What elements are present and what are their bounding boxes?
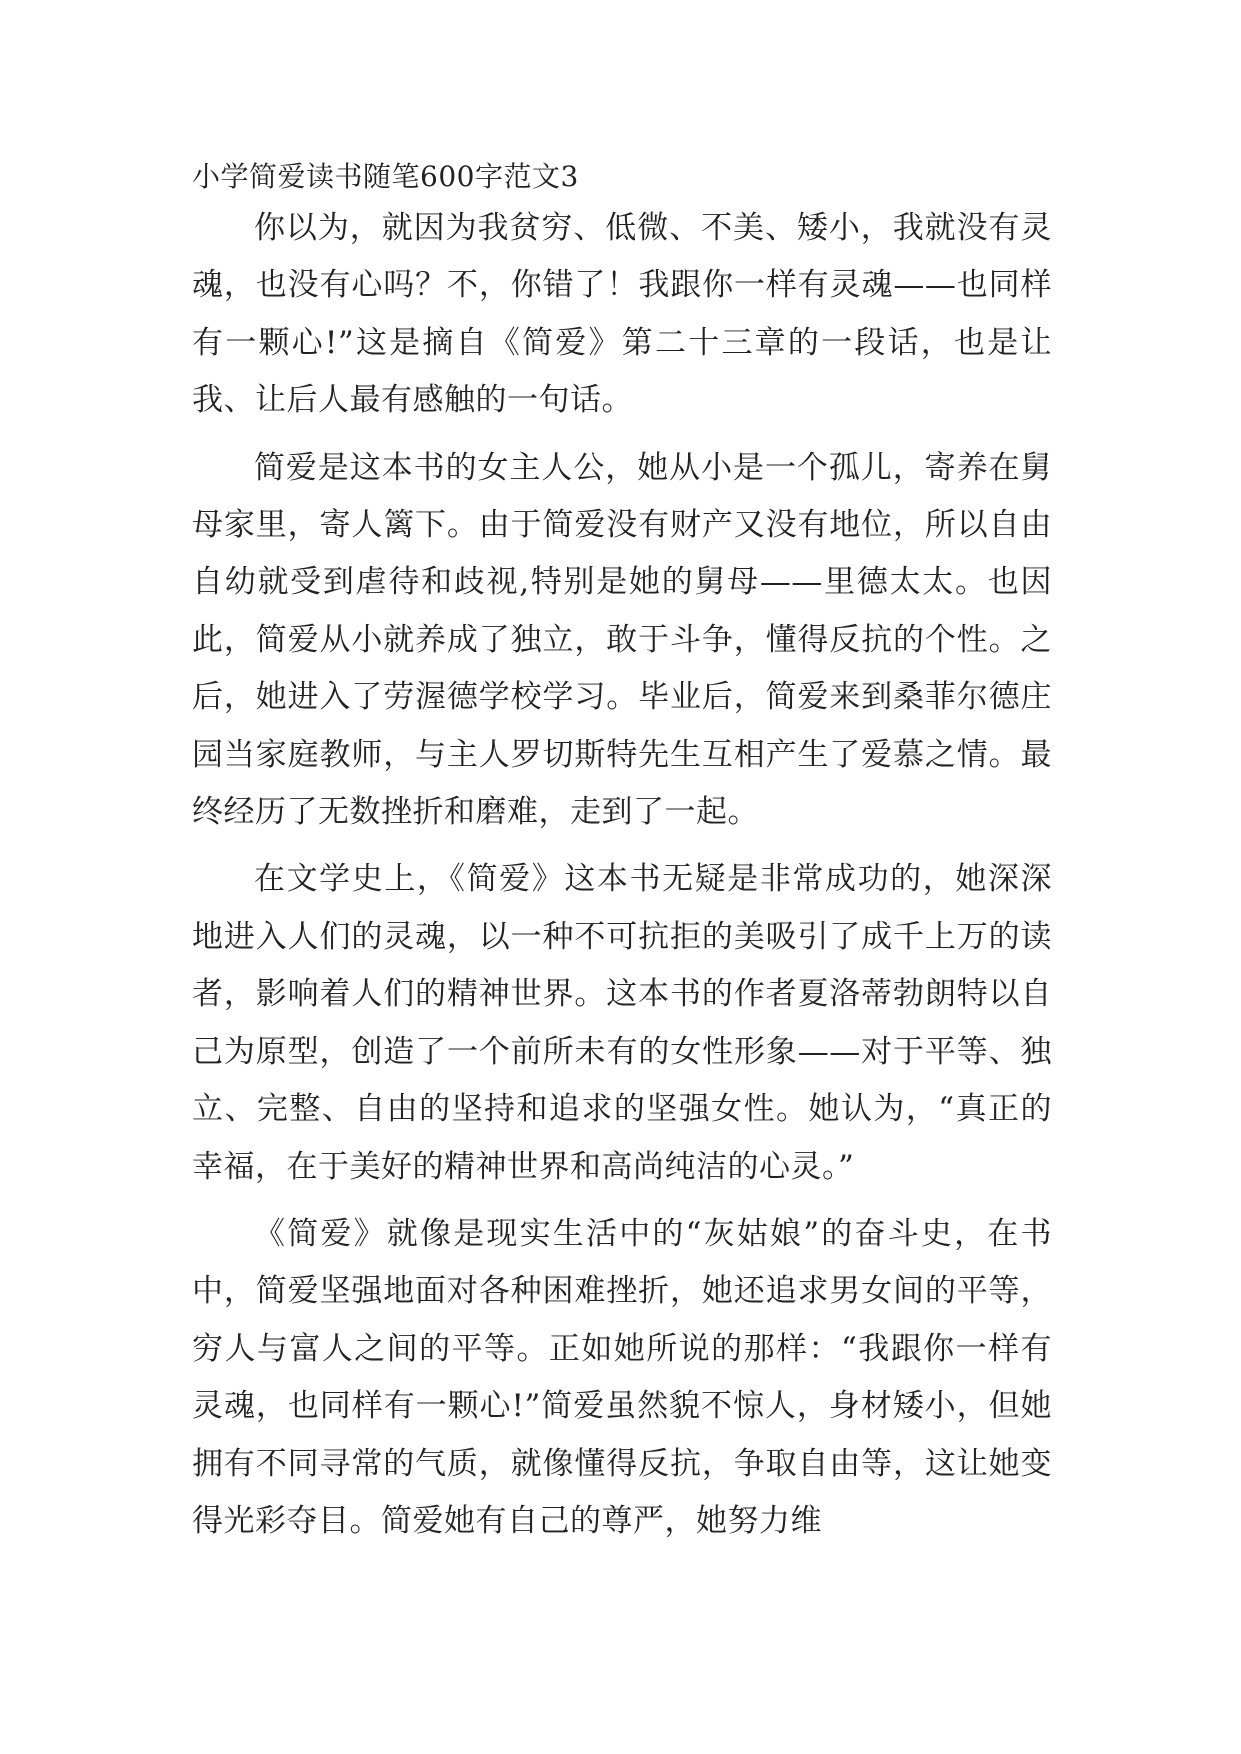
paragraph-2: 简爱是这本书的女主人公，她从小是一个孤儿，寄养在舅母家里，寄人篱下。由于简爱没有财产又没有地位，所以自由自幼就受到虐待和歧视,特别是她的舅母——里德太太。也因此，简爱从小就养成了独立，敢于斗争，懂得反抗的个性。之后，她进入了劳渥德学校学习。毕业后，简爱来到桑菲尔德庄园当家庭教师，与主人罗切斯特先生互相产生了爱慕之情。最终经历了无数挫折和磨难，走到了一起。 <box>192 449 1052 831</box>
document-body <box>192 160 1052 1550</box>
paragraph-1: 你以为，就因为我贫穷、低微、不美、矮小，我就没有灵魂，也没有心吗？不，你错了！我跟你一样有灵魂——也同样有一颗心!”这是摘自《简爱》第二十三章的一段话，也是让我、让后人最有感触的一句话。 <box>192 210 1052 419</box>
paragraph-3: 在文学史上，《简爱》这本书无疑是非常成功的，她深深地进入人们的灵魂，以一种不可抗拒的美吸引了成千上万的读者，影响着人们的精神世界。这本书的作者夏洛蒂勃朗特以自己为原型，创造了一个前所未有的女性形象——对于平等、独立、完整、自由的坚持和追求的坚强女性。她认为，“真正的幸福，在于美好的精神世界和高尚纯洁的心灵。” <box>192 861 1052 1185</box>
document-title: 小学简爱读书随笔600字范文3 <box>192 160 579 193</box>
paragraph-4: 《简爱》就像是现实生活中的“灰姑娘”的奋斗史，在书中，简爱坚强地面对各种困难挫折，她还追求男女间的平等，穷人与富人之间的平等。正如她所说的那样：“我跟你一样有灵魂，也同样有一颗心!”简爱虽然貌不惊人，身材矮小，但她拥有不同寻常的气质，就像懂得反抗，争取自由等，这让她变得光彩夺目。简爱她有自己的尊严，她努力维 <box>192 1215 1052 1539</box>
